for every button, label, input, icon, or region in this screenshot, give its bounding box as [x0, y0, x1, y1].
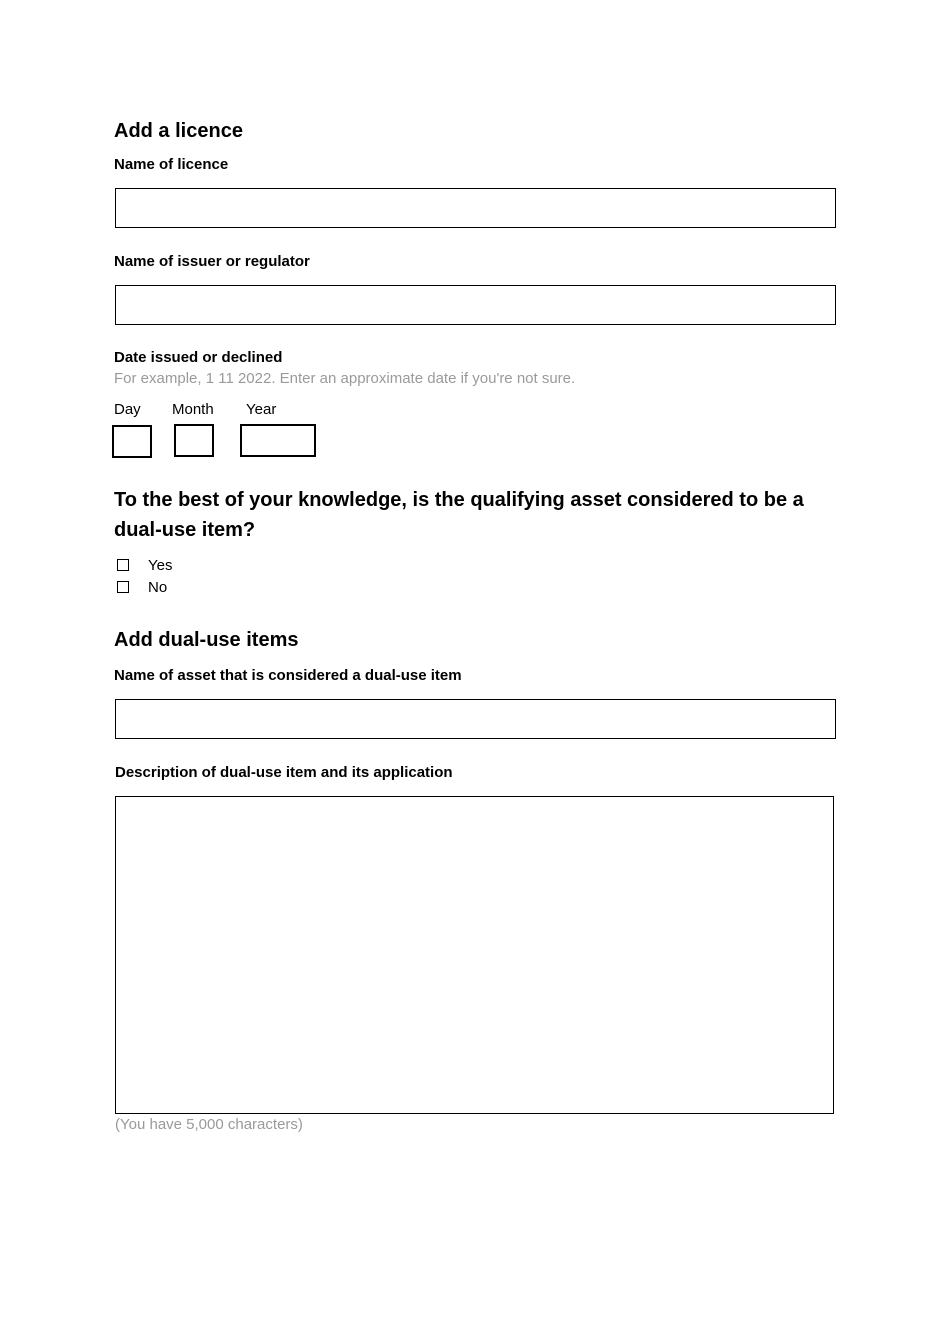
- licence-heading: Add a licence: [114, 120, 243, 142]
- yes-checkbox[interactable]: [117, 559, 129, 571]
- issuer-name-label: Name of issuer or regulator: [114, 253, 310, 270]
- asset-name-input[interactable]: [115, 699, 836, 739]
- issuer-name-input[interactable]: [115, 285, 836, 325]
- description-textarea[interactable]: [115, 796, 834, 1114]
- licence-name-label: Name of licence: [114, 156, 229, 173]
- no-option-label: No: [148, 579, 168, 596]
- date-label: Date issued or declined: [114, 349, 283, 366]
- licence-name-input[interactable]: [115, 188, 836, 228]
- year-input[interactable]: [240, 424, 316, 457]
- month-label: Month: [172, 401, 214, 418]
- day-label: Day: [114, 401, 141, 418]
- year-label: Year: [246, 401, 277, 418]
- month-input[interactable]: [174, 424, 214, 457]
- yes-option-label: Yes: [148, 557, 173, 574]
- dual-use-heading: Add dual-use items: [114, 629, 299, 651]
- dual-use-question: To the best of your knowledge, is the qualifying asset considered to be a dual-use item?: [114, 489, 804, 541]
- description-label: Description of dual-use item and its application: [115, 764, 453, 781]
- character-count: (You have 5,000 characters): [115, 1116, 303, 1133]
- date-hint: For example, 1 11 2022. Enter an approximate date if you're not sure.: [114, 370, 576, 387]
- asset-name-label: Name of asset that is considered a dual-use item: [114, 667, 462, 684]
- no-checkbox[interactable]: [117, 581, 129, 593]
- day-input[interactable]: [112, 425, 152, 458]
